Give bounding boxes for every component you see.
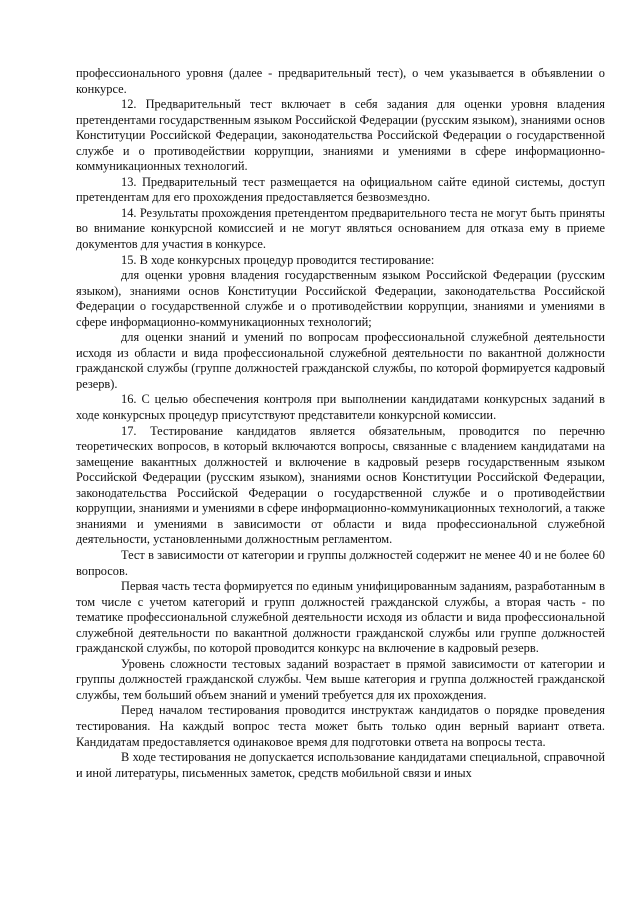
paragraph-12: 12. Предварительный тест включает в себя задания для оценки уровня владения претендентами государственным языком Российской Федерации (русским языком), знаниями основ Конституции Российской Федерации, законодательства Российской Федерации о государственной службе и о противодействии коррупции, знаниями и умениями в сфере информационно-коммуникационных технологий. <box>76 97 605 174</box>
paragraph-16: 16. С целью обеспечения контроля при выполнении кандидатами конкурсных заданий в ходе конкурсных процедур присутствуют представители конкурсной комиссии. <box>76 392 605 423</box>
paragraph-17: 17. Тестирование кандидатов является обязательным, проводится по перечню теоретических вопросов, в который включаются вопросы, связанные с владением кандидатами на замещение вакантных должностей и включение в кадровый резерв государственным языком Российской Федерации (русским языком), знаниями основ Конституции Российской Федерации, законодательства Российской Федерации о государственной службе и о противодействии коррупции, знаниями и умениями в сфере информационно-коммуникационных технологий, а также знаниями и умениями в зависимости от области и вида профессиональной служебной деятельности, установленными должностным регламентом. <box>76 423 605 547</box>
paragraph-continuation: профессионального уровня (далее - предварительный тест), о чем указывается в объявлении о конкурсе. <box>76 66 605 96</box>
paragraph-15-item-1: для оценки уровня владения государственным языком Российской Федерации (русским языком), знаниями основ Конституции Российской Федерации, законодательства Российской Федерации о государственной службе и о противодействии коррупции, знаниями и умениями в сфере информационно-коммуникационных технологий; <box>76 268 605 329</box>
paragraph-17-test-parts: Первая часть теста формируется по единым унифицированным заданиям, разработанным в том числе с учетом категорий и групп должностей гражданской службы, а вторая часть - по тематике профессиональной служебной деятельности исходя из области и вида профессиональной служебной деятельности по вакантной должности гражданской службы или группе должностей гражданской службы, по которой проводится конкурс на включение в кадровый резерв. <box>76 579 605 656</box>
paragraph-15: 15. В ходе конкурсных процедур проводится тестирование: <box>121 252 435 267</box>
paragraph-17-restrictions: В ходе тестирования не допускается использование кандидатами специальной, справочной и иной литературы, письменных заметок, средств мобильной связи и иных <box>76 750 605 780</box>
paragraph-17-difficulty: Уровень сложности тестовых заданий возрастает в прямой зависимости от категории и группы должностей гражданской службы. Чем выше категория и группа должностей гражданской службы, тем больший объем знаний и умений требуется для их прохождения. <box>76 656 605 702</box>
paragraph-17-test-size: Тест в зависимости от категории и группы должностей содержит не менее 40 и не более 60 вопросов. <box>76 547 605 578</box>
paragraph-17-instruction: Перед началом тестирования проводится инструктаж кандидатов о порядке проведения тестирования. На каждый вопрос теста может быть только один верный вариант ответа. Кандидатам предоставляется одинаковое время для подготовки ответа на вопросы теста. <box>76 703 605 749</box>
paragraph-13: 13. Предварительный тест размещается на официальном сайте единой системы, доступ претендентам для его прохождения предоставляется безвозмездно. <box>76 174 605 205</box>
paragraph-15-item-2: для оценки знаний и умений по вопросам профессиональной служебной деятельности исходя из области и вида профессиональной служебной деятельности по вакантной должности гражданской службы (группе должностей гражданской службы, по которой формируется кадровый резерв). <box>76 330 605 391</box>
paragraph-14: 14. Результаты прохождения претендентом предварительного теста не могут быть приняты во внимание конкурсной комиссией и не могут являться основанием для отказа ему в приеме документов для участия в конкурсе. <box>76 205 605 252</box>
